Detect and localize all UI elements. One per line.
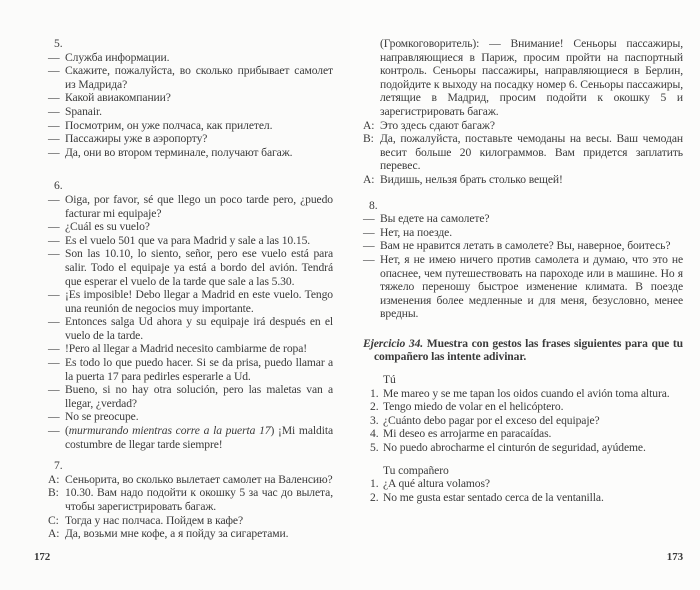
dialogue-line	[48, 105, 333, 119]
companero-heading: Tu compañero	[383, 463, 449, 477]
line-marker: —	[48, 192, 60, 206]
line-text: Скажите, пожалуйста, во сколько прибывает самолет из Мадрида?	[65, 64, 333, 91]
line-text: Это здесь сдают багаж?	[380, 118, 495, 132]
dialogue-line	[48, 424, 333, 451]
dialogue-line	[363, 119, 683, 133]
dialogue-line	[48, 514, 333, 528]
line-marker: —	[48, 288, 60, 302]
line-text: Entonces salga Ud ahora y su equipaje irá después en el vuelo de la tarde.	[65, 315, 333, 342]
dialogue-7	[48, 459, 333, 541]
line-text: Вам не нравится летать в самолете? Вы, наверное, боитесь?	[380, 239, 671, 253]
line-text: Видишь, нельзя брать столько вещей!	[380, 172, 563, 186]
line-text: Oiga, por favor, sé que llego un poco tarde pero, ¿puedo facturar mi equipaje?	[65, 192, 333, 220]
line-marker: 2.	[370, 490, 379, 504]
line-text: Пассажиры уже в аэропорту?	[65, 132, 208, 146]
line-text: ¿Cuál es su vuelo?	[65, 220, 150, 234]
line-marker: —	[48, 247, 60, 261]
line-text: Mi deseo es arrojarme en paracaídas.	[383, 427, 552, 441]
line-marker: —	[48, 118, 60, 132]
section-number: 5.	[54, 37, 63, 50]
line-marker: —	[48, 104, 60, 118]
page-number: 172	[34, 550, 51, 563]
line-text: (murmurando mientras corre a la puerta 17) ¡Mi maldita costumbre de llegar tarde siempre!	[65, 424, 333, 451]
section-number: 7.	[54, 459, 63, 473]
line-text: !Pero al llegar a Madrid necesito cambiarme de ropa!	[65, 342, 308, 356]
dialogue-line	[48, 234, 333, 248]
dialogue-line	[48, 486, 333, 513]
line-text: Да, возьми мне кофе, а я пойду за сигаретами.	[65, 527, 289, 541]
line-text: 10.30. Вам надо подойти к окошку 5 за час до вылета, чтобы зарегистрировать багаж.	[65, 486, 333, 513]
line-marker: —	[48, 91, 60, 105]
line-marker: A:	[363, 172, 375, 186]
line-text: Bueno, si no hay otra solución, pero las maletas van a llegar, ¿verdad?	[65, 383, 333, 410]
dialogue-line	[48, 342, 333, 356]
dialogue-line	[48, 527, 333, 541]
line-text: ¿A qué altura volamos?	[383, 477, 490, 491]
line-text: Нет, на поезде.	[380, 225, 453, 239]
dialogue-7-continued	[363, 37, 683, 187]
line-marker: —	[363, 212, 375, 226]
dialogue-line	[363, 253, 683, 321]
line-marker: 3.	[370, 413, 379, 427]
line-marker: —	[48, 383, 60, 397]
line-text: ¿Cuánto debo pagar por el exceso del equipaje?	[383, 413, 600, 427]
line-marker: —	[48, 233, 60, 247]
line-marker: A:	[48, 472, 60, 486]
exercise-34	[363, 337, 683, 505]
line-text: Сеньорита, во сколько вылетает самолет на Валенсию?	[65, 472, 333, 486]
line-text: Tengo miedo de volar en el helicóptero.	[383, 400, 564, 414]
line-text: Es el vuelo 501 que va para Madrid y sale a las 10.15.	[65, 233, 311, 247]
dialogue-line	[48, 247, 333, 288]
line-text: Да, пожалуйста, поставьте чемоданы на весы. Ваш чемодан весит больше 20 килограммов. Вам придется заплатить перевес.	[380, 132, 683, 173]
list-item	[363, 414, 683, 428]
line-marker: —	[48, 50, 60, 64]
line-marker: 5.	[370, 441, 379, 455]
line-text: No puedo abrocharme el cinturón de seguridad, ayúdeme.	[383, 441, 646, 455]
list-item	[363, 441, 683, 455]
section-number: 6.	[54, 179, 63, 193]
page-number: 173	[666, 550, 683, 563]
line-text: Служба информации.	[65, 50, 170, 64]
line-text: No se preocupe.	[65, 410, 139, 424]
line-marker: —	[48, 132, 60, 146]
line-marker: —	[48, 315, 60, 329]
line-marker: B:	[48, 486, 59, 500]
line-text: Посмотрим, он уже полчаса, как прилетел.	[65, 118, 273, 132]
dialogue-line	[363, 226, 683, 240]
line-text: ¡Es imposible! Debo llegar a Madrid en este vuelo. Tengo una reunión de negocios muy importante.	[65, 288, 333, 315]
dialogue-line	[48, 91, 333, 105]
line-marker: —	[48, 64, 60, 78]
line-marker: 1.	[370, 477, 379, 491]
dialogue-8	[363, 199, 683, 321]
list-item	[363, 400, 683, 414]
line-marker: A:	[48, 527, 60, 541]
line-text: Вы едете на самолете?	[380, 212, 490, 226]
dialogue-line	[48, 410, 333, 424]
dialogue-line	[48, 146, 333, 160]
dialogue-line	[363, 173, 683, 187]
dialogue-line	[48, 64, 333, 91]
line-marker: —	[48, 424, 60, 438]
dialogue-line	[363, 212, 683, 226]
list-item	[363, 477, 683, 491]
line-text: Son las 10.10, lo siento, señor, pero ese vuelo está para salir. Todo el equipaje ya está a bordo del avión. Tendrá que esperar el vuelo de la tarde que sale a las 5.30.	[65, 247, 333, 288]
line-text: Тогда у нас полчаса. Пойдем в кафе?	[65, 513, 243, 527]
line-marker: —	[48, 145, 60, 159]
line-marker: —	[48, 410, 60, 424]
line-text: No me gusta estar sentado cerca de la ventanilla.	[383, 490, 604, 504]
line-marker: 4.	[370, 427, 379, 441]
line-text: Es todo lo que puedo hacer. Si se da prisa, puedo llamar a la puerta 17 para pedirles esperarle a Ud.	[65, 356, 333, 383]
dialogue-line	[48, 193, 333, 220]
dialogue-line	[48, 383, 333, 410]
line-marker: —	[48, 342, 60, 356]
section-number: 8.	[369, 198, 378, 212]
right-page	[350, 0, 700, 590]
dialogue-line	[48, 473, 333, 487]
line-marker: A:	[363, 118, 375, 132]
dialogue-line	[48, 132, 333, 146]
line-marker: —	[363, 252, 375, 266]
line-marker: —	[48, 356, 60, 370]
list-item	[363, 387, 683, 401]
line-marker: C:	[48, 513, 59, 527]
line-marker: 2.	[370, 400, 379, 414]
exercise-instruction: Ejercicio 34. Muestra con gestos las frases siguientes para que tu compañero las intente adivinar.	[363, 336, 683, 364]
line-text: Me mareo y se me tapan los oidos cuando el avión toma altura.	[383, 386, 670, 400]
line-text: Spanair.	[65, 104, 102, 118]
line-marker: —	[363, 239, 375, 253]
dialogue-line	[48, 356, 333, 383]
line-text: Да, они во втором терминале, получают багаж.	[65, 145, 293, 159]
list-item	[363, 427, 683, 441]
dialogue-line	[363, 132, 683, 173]
list-item	[363, 491, 683, 505]
dialogue-line	[48, 288, 333, 315]
announcement: (Громкоговоритель): — Внимание! Сеньоры пассажиры, направляющиеся в Париж, просим пройти на паспортный контроль. Сеньоры пассажиры, направляющиеся в Берлин, подойдите к выходу на посадку номер 6. Сеньоры пассажиры, летящие в Мадрид, просим подойти к окошку 5 и зарегистрировать багаж.	[380, 37, 683, 118]
line-text: Нет, я не имею ничего против самолета и думаю, что это не опаснее, чем путешествовать на пароходе или в машине. Но я тяжело переношу быстрое изменение климата. В поезде изменения более медленные и для меня, безусловно, менее вредны.	[380, 252, 683, 321]
dialogue-line	[48, 51, 333, 65]
dialogue-line	[48, 119, 333, 133]
dialogue-6	[48, 179, 333, 451]
dialogue-line	[363, 239, 683, 253]
line-marker: B:	[363, 132, 374, 146]
line-marker: —	[48, 220, 60, 234]
dialogue-line	[48, 315, 333, 342]
dialogue-5	[48, 37, 333, 159]
line-marker: —	[363, 225, 375, 239]
line-marker: 1.	[370, 386, 379, 400]
line-text: Какой авиакомпании?	[65, 91, 171, 105]
dialogue-line	[48, 220, 333, 234]
tu-heading: Tú	[383, 373, 396, 387]
